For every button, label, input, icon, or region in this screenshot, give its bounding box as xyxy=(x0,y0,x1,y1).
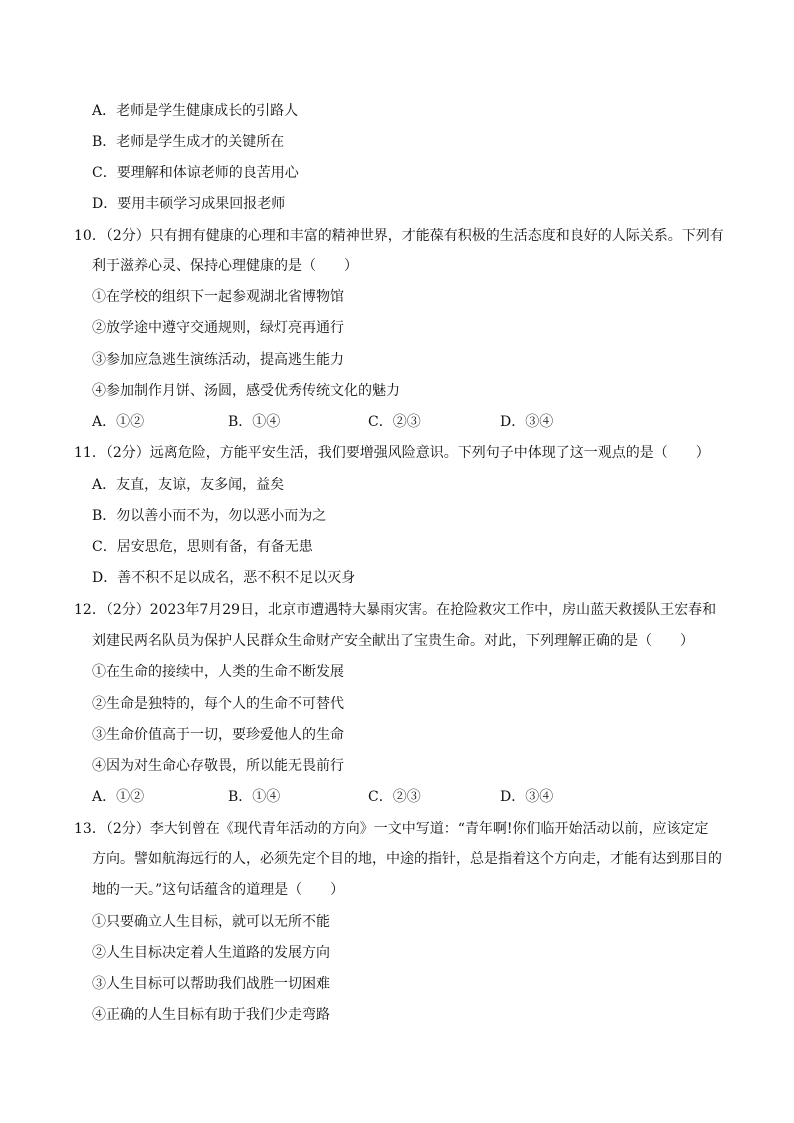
q10-stem-line1: 10．（2分）只有拥有健康的心理和丰富的精神世界，才能葆有积极的生活态度和良好的人际关系。下列有 xyxy=(74,228,724,244)
q12-stem-line1: 12．（2分）2023年7月29日，北京市遭遇特大暴雨灾害。在抢险救灾工作中，房山蓝天救援队王宏春和 xyxy=(74,602,717,618)
q12-item-2: ②生命是独特的，每个人的生命不可替代 xyxy=(92,696,344,712)
q13-item-2: ②人生目标决定着人生道路的发展方向 xyxy=(92,945,330,961)
q13-stem-line2: 方向。譬如航海远行的人，必须先定个目的地，中途的指针，总是指着这个方向走，才能有达到那目的 xyxy=(92,851,722,867)
q11-option-d: D．善不积不足以成名，恶不积不足以灭身 xyxy=(92,570,356,586)
q12-stem-line2: 刘建民两名队员为保护人民群众生命财产安全献出了宝贵生命。对此，下列理解正确的是（ ） xyxy=(92,633,694,649)
q12-choice-a: A．①② xyxy=(92,789,145,805)
q11-option-c: C．居安思危，思则有备，有备无患 xyxy=(92,539,313,555)
q13-stem-line3: 地的一天。”这句话蕴含的道理是（ ） xyxy=(92,882,345,898)
q13-stem-line1: 13．（2分）李大钊曾在《现代青年活动的方向》一文中写道：“青年啊!你们临开始活动以前，应该定定 xyxy=(74,821,709,837)
q12-choice-c: C．②③ xyxy=(368,789,421,805)
q11-stem-line1: 11．（2分）远离危险，方能平安生活，我们要增强风险意识。下列句子中体现了这一观点的是（ ） xyxy=(74,445,710,461)
q10-item-2: ②放学途中遵守交通规则，绿灯亮再通行 xyxy=(92,320,344,336)
q12-item-3: ③生命价值高于一切，要珍爱他人的生命 xyxy=(92,727,344,743)
q12-choice-b: B．①④ xyxy=(228,789,281,805)
q10-item-4: ④参加制作月饼、汤圆，感受优秀传统文化的魅力 xyxy=(92,383,400,399)
q12-item-4: ④因为对生命心存敬畏，所以能无畏前行 xyxy=(92,758,344,774)
q13-item-3: ③人生目标可以帮助我们战胜一切困难 xyxy=(92,976,330,992)
q13-item-1: ①只要确立人生目标，就可以无所不能 xyxy=(92,914,330,930)
q9-option-b: B．老师是学生成才的关键所在 xyxy=(92,134,285,150)
q10-choice-d: D．③④ xyxy=(500,414,554,430)
q9-option-c: C．要理解和体谅老师的良苦用心 xyxy=(92,165,299,181)
q10-choice-c: C．②③ xyxy=(368,414,421,430)
q10-item-3: ③参加应急逃生演练活动，提高逃生能力 xyxy=(92,352,344,368)
q10-stem-line2: 利于滋养心灵、保持心理健康的是（ ） xyxy=(92,258,358,274)
q10-item-1: ①在学校的组织下一起参观湖北省博物馆 xyxy=(92,289,344,305)
q11-option-b: B．勿以善小而不为，勿以恶小而为之 xyxy=(92,508,327,524)
q10-choice-a: A．①② xyxy=(92,414,145,430)
q9-option-d: D．要用丰硕学习成果回报老师 xyxy=(92,196,286,212)
q11-option-a: A．友直，友谅，友多闻，益矣 xyxy=(92,477,285,493)
q12-choice-d: D．③④ xyxy=(500,789,554,805)
q9-option-a: A．老师是学生健康成长的引路人 xyxy=(92,103,299,119)
q10-choice-b: B．①④ xyxy=(228,414,281,430)
q13-item-4: ④正确的人生目标有助于我们少走弯路 xyxy=(92,1007,330,1023)
q12-item-1: ①在生命的接续中，人类的生命不断发展 xyxy=(92,664,344,680)
